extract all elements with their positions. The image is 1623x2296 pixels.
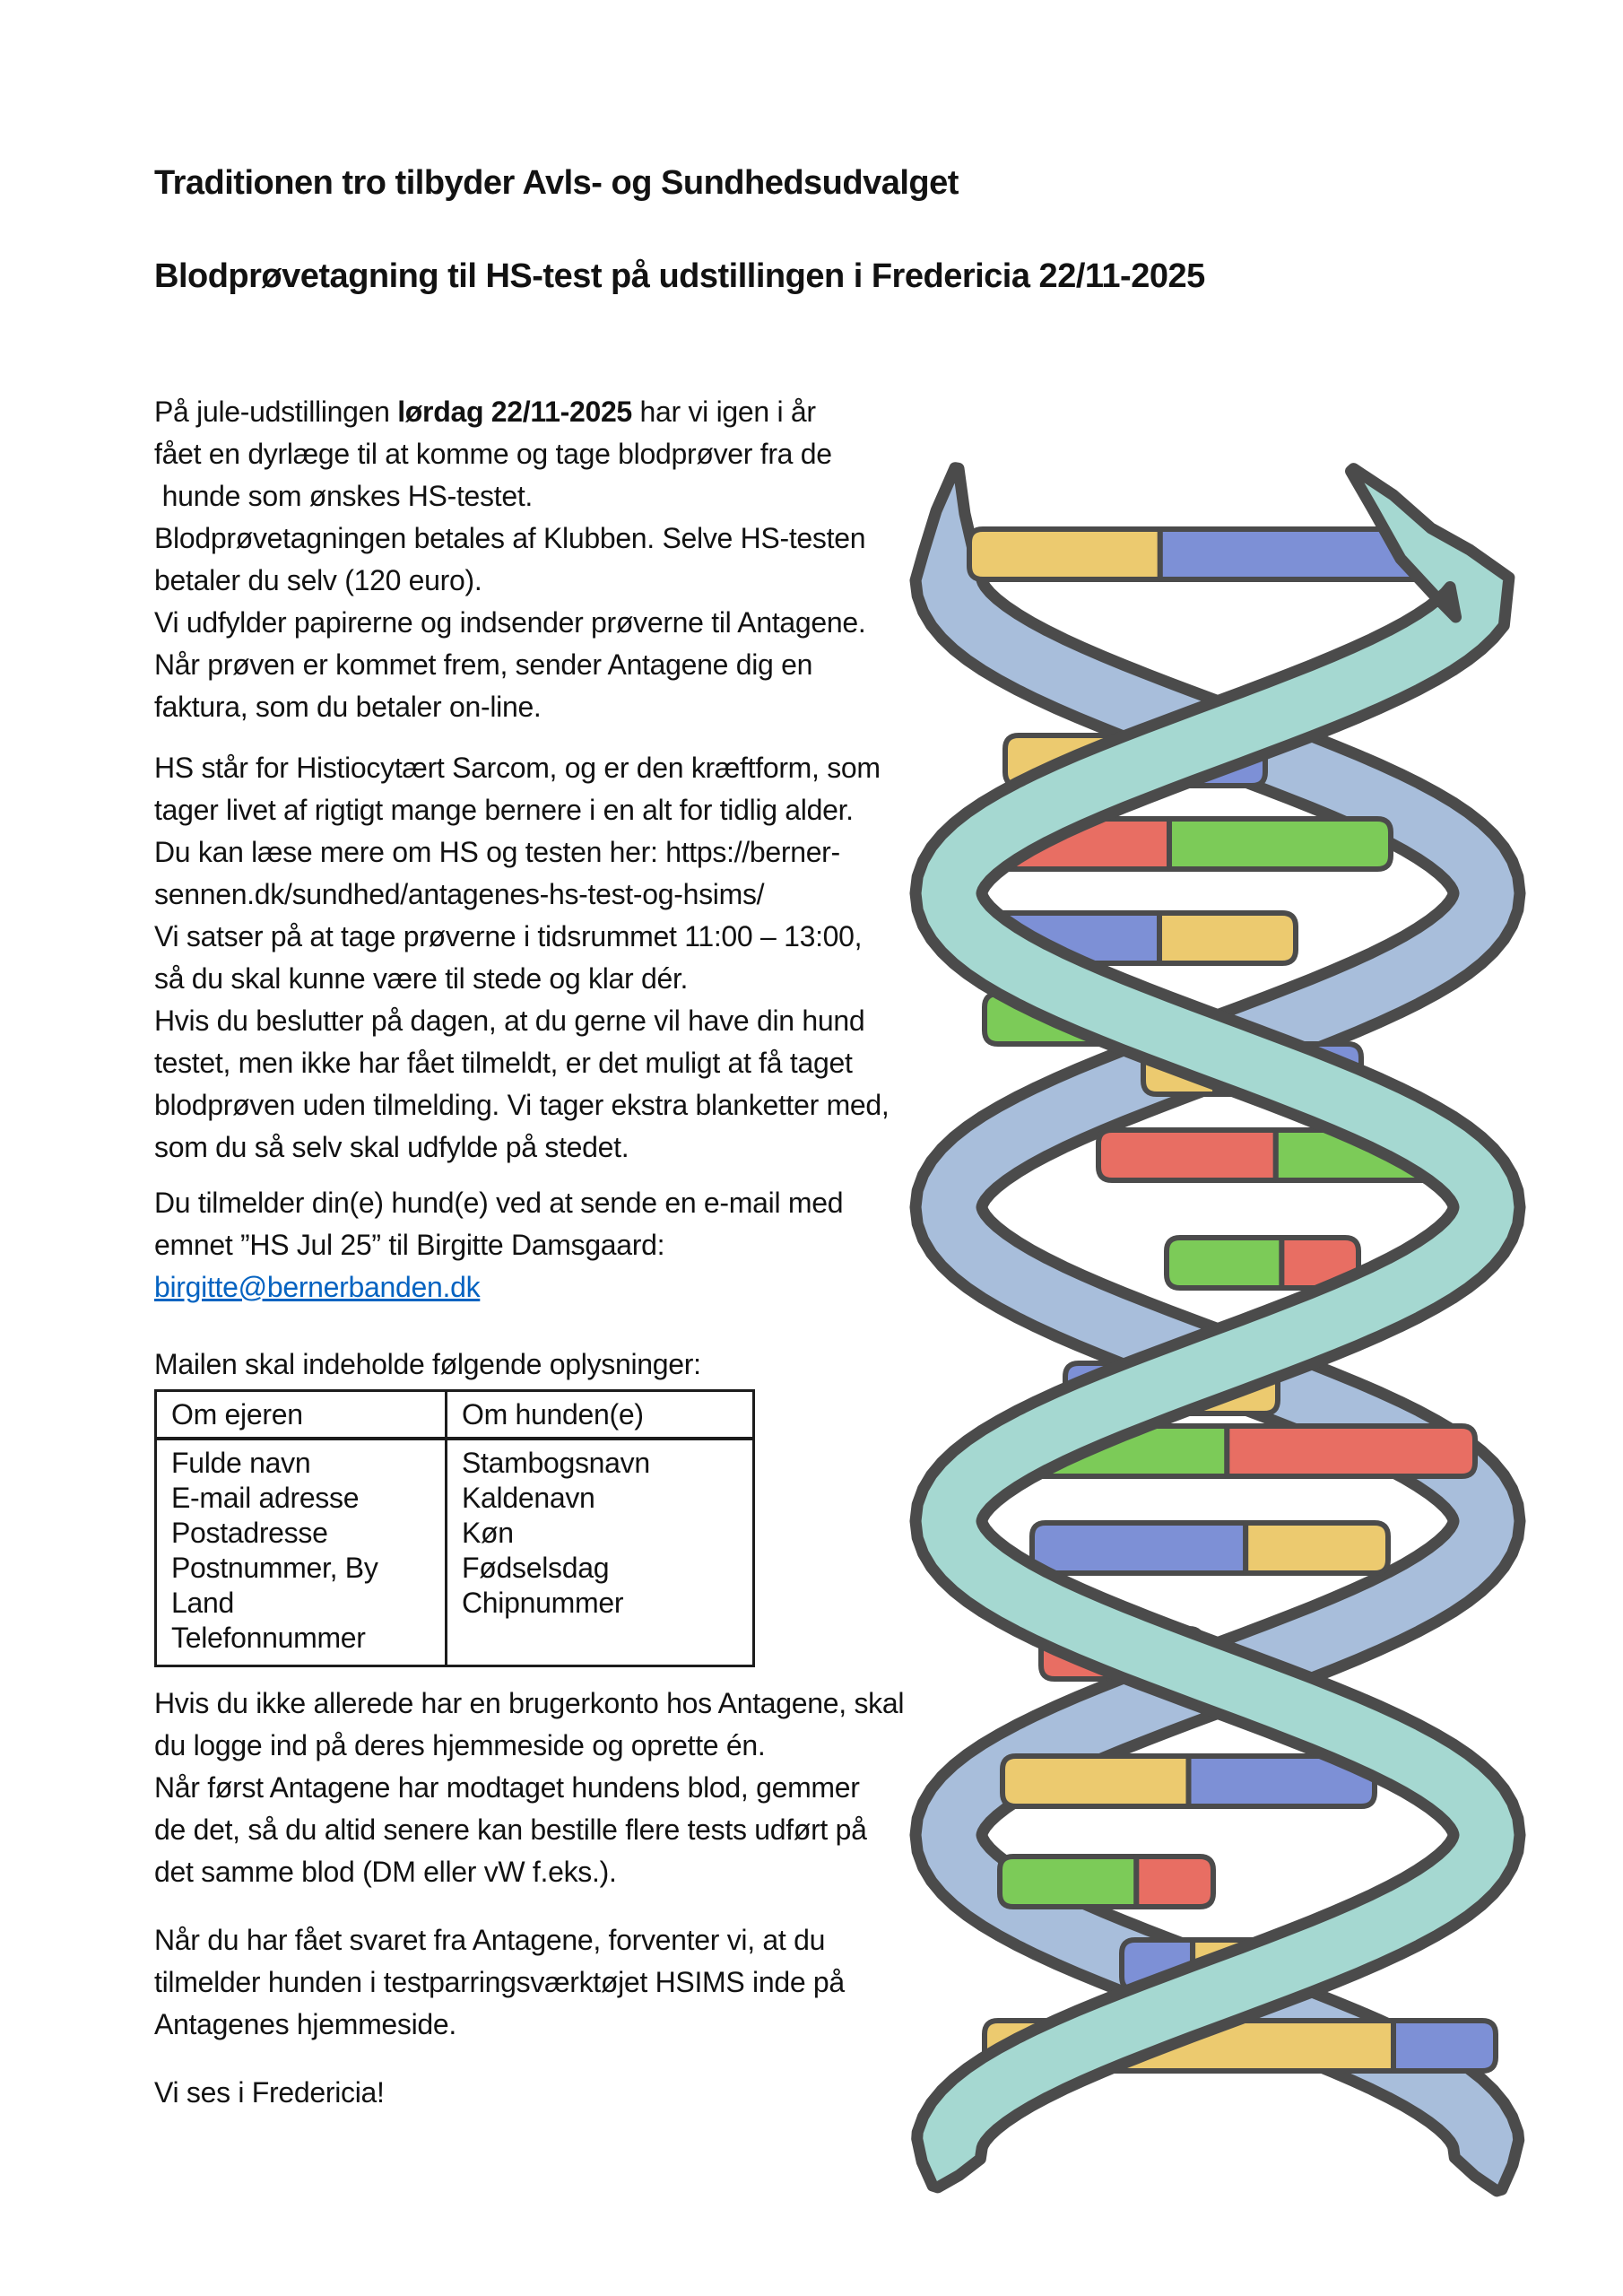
dna-base-pair bbox=[1227, 1426, 1475, 1476]
email-link[interactable]: birgitte@bernerbanden.dk bbox=[154, 1271, 481, 1303]
text-line: blodprøven uden tilmelding. Vi tager ekstra blanketter med, bbox=[154, 1089, 890, 1121]
text-line: de det, så du altid senere kan bestille flere tests udført på bbox=[154, 1813, 867, 1846]
text-line: Postnummer, By bbox=[171, 1552, 378, 1584]
page-title: Traditionen tro tilbyder Avls- og Sundhedsudvalget bbox=[154, 164, 959, 202]
intro-line1-pre: På jule-udstillingen bbox=[154, 396, 398, 428]
closing-line: Vi ses i Fredericia! bbox=[154, 2076, 385, 2109]
text-line: Blodprøvetagningen betales af Klubben. Selve HS-testen bbox=[154, 522, 866, 554]
text-line: Stambogsnavn bbox=[462, 1447, 650, 1479]
text-line: Fulde navn bbox=[171, 1447, 311, 1479]
dna-helix-illustration bbox=[899, 427, 1538, 2230]
text-line: Vi satser på at tage prøverne i tidsrummet 11:00 – 13:00, bbox=[154, 920, 863, 952]
text-line: som du så selv skal udfylde på stedet. bbox=[154, 1131, 629, 1163]
dna-base-pair bbox=[1167, 1238, 1281, 1288]
dna-base-pair bbox=[1000, 1857, 1136, 1907]
email-link-row bbox=[154, 1266, 480, 1309]
text-line: hunde som ønskes HS-testet. bbox=[154, 480, 534, 512]
text-line: Vi udfylder papirerne og indsender prøverne til Antagene. bbox=[154, 606, 866, 639]
text-line: E-mail adresse bbox=[171, 1482, 360, 1514]
text-line: HS står for Histiocytært Sarcom, og er den kræftform, som bbox=[154, 752, 881, 784]
text-line: Du tilmelder din(e) hund(e) ved at sende en e-mail med bbox=[154, 1187, 844, 1219]
text-line: Chipnummer bbox=[462, 1587, 624, 1619]
text-line: faktura, som du betaler on-line. bbox=[154, 691, 542, 723]
mail-info-table bbox=[154, 1389, 755, 1667]
text-line: emnet ”HS Jul 25” til Birgitte Damsgaard: bbox=[154, 1229, 665, 1261]
text-line: fået en dyrlæge til at komme og tage blodprøver fra de bbox=[154, 438, 832, 470]
text-line: Når først Antagene har modtaget hundens blod, gemmer bbox=[154, 1771, 860, 1804]
dna-base-pair bbox=[1032, 1523, 1245, 1573]
table-cell-owner bbox=[156, 1439, 447, 1666]
intro-date-bold: lørdag 22/11-2025 bbox=[397, 396, 632, 428]
text-line: betaler du selv (120 euro). bbox=[154, 564, 482, 596]
dna-base-pair bbox=[1245, 1523, 1388, 1573]
text-line: Fødselsdag bbox=[462, 1552, 610, 1584]
mail-info-label: Mailen skal indeholde følgende oplysninger: bbox=[154, 1348, 701, 1380]
intro-line1-post: har vi igen i år bbox=[631, 396, 816, 428]
intro-first-line bbox=[154, 391, 866, 433]
text-line: Når prøven er kommet frem, sender Antagene dig en bbox=[154, 648, 813, 681]
text-line: Du kan læse mere om HS og testen her: https://berner- bbox=[154, 836, 840, 868]
dna-base-pair bbox=[1098, 1130, 1276, 1180]
table-header-owner: Om ejeren bbox=[156, 1391, 447, 1439]
text-line: så du skal kunne være til stede og klar dér. bbox=[154, 962, 689, 995]
text-line: Når du har fået svaret fra Antagene, forventer vi, at du bbox=[154, 1924, 826, 1956]
text-line: Land bbox=[171, 1587, 234, 1619]
paragraph-hsims bbox=[154, 1919, 845, 2046]
paragraph-account bbox=[154, 1683, 904, 1893]
dna-base-pair bbox=[1136, 1857, 1213, 1907]
text-line: du logge ind på deres hjemmeside og oprette én. bbox=[154, 1729, 766, 1761]
paragraph-intro bbox=[154, 391, 866, 728]
text-line: testet, men ikke har fået tilmeldt, er det muligt at få taget bbox=[154, 1047, 853, 1079]
text-line: tager livet af rigtigt mange bernere i en alt for tidlig alder. bbox=[154, 794, 854, 826]
table-body-row bbox=[156, 1439, 754, 1666]
dna-base-pair bbox=[1169, 819, 1391, 869]
dna-base-pair bbox=[1393, 2021, 1496, 2071]
text-line: Telefonnummer bbox=[171, 1622, 366, 1654]
dna-base-pair bbox=[1002, 1756, 1189, 1806]
text-line: det samme blod (DM eller vW f.eks.). bbox=[154, 1856, 617, 1888]
table-cell-dog bbox=[447, 1439, 754, 1666]
paragraph-hs-info bbox=[154, 747, 890, 1169]
dna-base-pair bbox=[969, 529, 1160, 579]
table-header-dog: Om hunden(e) bbox=[447, 1391, 754, 1439]
text-line: sennen.dk/sundhed/antagenes-hs-test-og-hsims/ bbox=[154, 878, 765, 910]
text-line: tilmelder hunden i testparringsværktøjet HSIMS inde på bbox=[154, 1966, 845, 1998]
page-subtitle: Blodprøvetagning til HS-test på udstillingen i Fredericia 22/11-2025 bbox=[154, 257, 1205, 295]
dna-base-pair bbox=[1159, 913, 1296, 963]
text-line: Postadresse bbox=[171, 1517, 328, 1549]
paragraph-signup bbox=[154, 1182, 843, 1266]
text-line: Antagenes hjemmeside. bbox=[154, 2008, 457, 2040]
text-line: Køn bbox=[462, 1517, 514, 1549]
text-line: Hvis du ikke allerede har en brugerkonto hos Antagene, skal bbox=[154, 1687, 905, 1719]
text-line: Hvis du beslutter på dagen, at du gerne vil have din hund bbox=[154, 1004, 865, 1037]
text-line: Kaldenavn bbox=[462, 1482, 595, 1514]
table-header-row bbox=[156, 1391, 754, 1439]
